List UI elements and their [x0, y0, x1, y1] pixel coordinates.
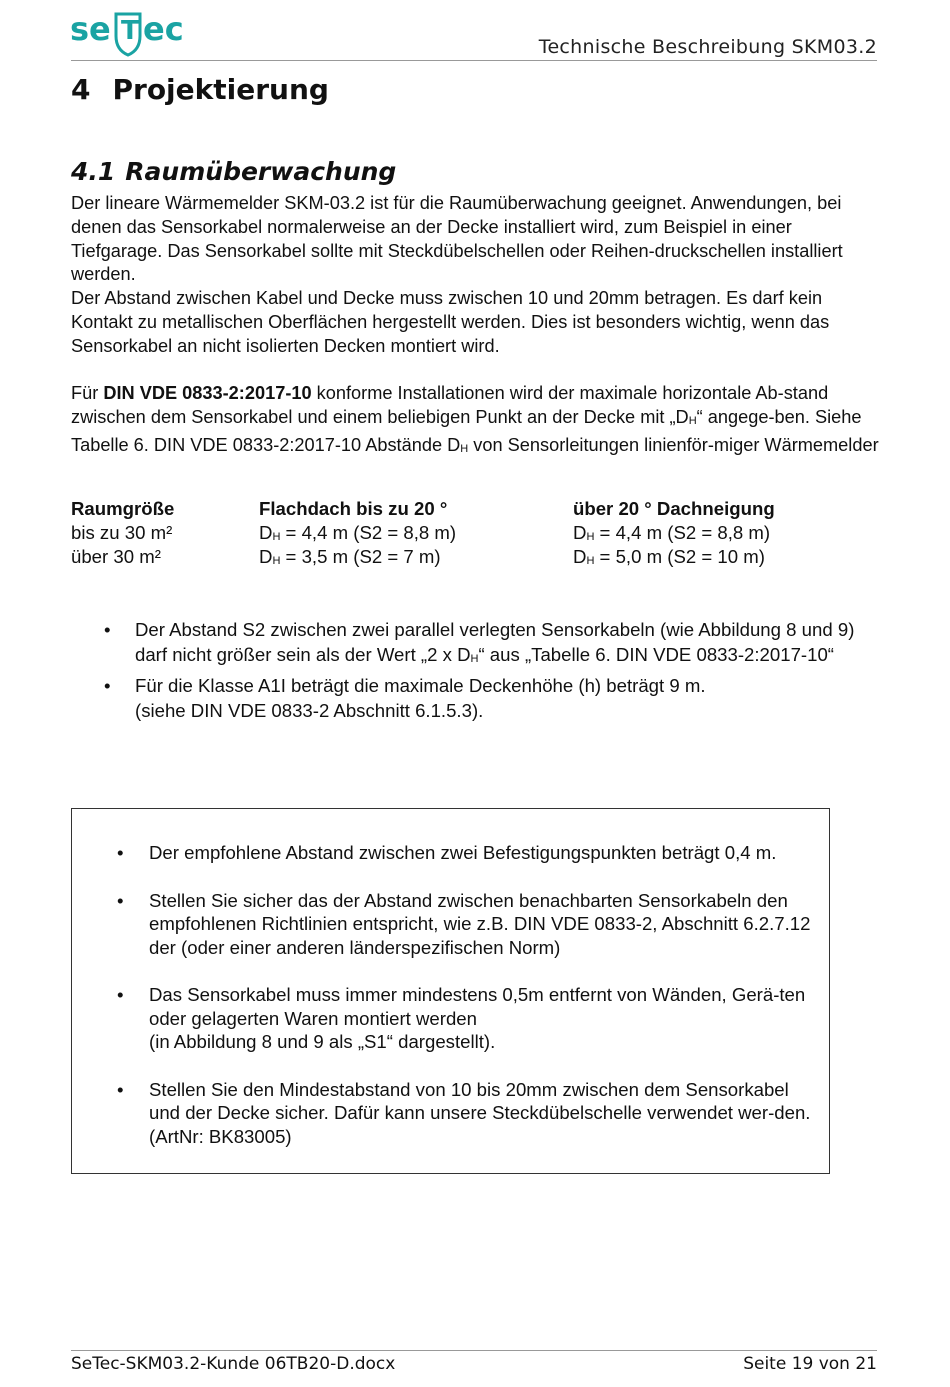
table-cell: bis zu 30 m² — [71, 521, 173, 543]
list-item: • Stellen Sie sicher das der Abstand zwischen benachbarten Sensorkabeln den empfohlenen Richtlinien entspricht, wie z.B. DIN VDE 0833-2, Abschnitt 6.2.7.12 der (oder einer anderen länderspezifischen Norm) — [117, 889, 811, 958]
table-cell: $D_H = 3,5$ m (S2 = 7 m) — [259, 545, 441, 567]
setec-logo — [70, 6, 205, 58]
bullet-icon: • — [104, 675, 111, 696]
table-row — [71, 545, 881, 569]
table-header-row — [71, 497, 881, 521]
paragraph-distance — [71, 287, 881, 358]
para3-sub2: H — [460, 442, 469, 455]
paragraph-distance-text: Der Abstand zwischen Kabel und Decke muss zwischen 10 und 20mm betragen. Es darf kein Kontakt zu metallischen Oberflächen hergestellt werden. Dies ist besonders wichtig, wenn das Sensorkabel an nicht isolierten Decken montiert wird. — [71, 288, 830, 356]
list-item: • Stellen Sie den Mindestabstand von 10 bis 20mm zwischen dem Sensorkabel und der Decke sicher. Dafür kann unsere Steckdübelschelle verwendet wer-den. (ArtNr: BK83005) — [117, 1078, 811, 1147]
heading-2-text: Raumüberwachung — [125, 157, 397, 186]
heading-2-number: 4.1 — [71, 157, 116, 186]
footer-filename: SeTec-SKM03.2-Kunde 06TB20-D.docx — [71, 1354, 396, 1374]
distance-table — [71, 497, 881, 568]
bullet-icon: • — [117, 1078, 124, 1100]
list-item: • Der Abstand S2 zwischen zwei parallel verlegten Sensorkabeln (wie Abbildung 8 und 9) darf nicht größer sein als der Wert „2 x $D_H“$ aus „Tabelle 6. DIN VDE 0833-2:2017-10“ — [104, 619, 855, 665]
footer-page-number: Seite 19 von 21 — [743, 1354, 877, 1374]
header-divider — [71, 60, 877, 61]
bullet-icon: • — [117, 984, 124, 1005]
logo-text-left: se — [70, 10, 111, 48]
paragraph-din — [71, 382, 881, 461]
bullet-list — [71, 617, 881, 724]
logo-text-right: ec — [143, 10, 184, 48]
para3-pre: Für — [71, 383, 104, 403]
paragraph-intro-text: Der lineare Wärmemelder SKM-03.2 ist für die Raumüberwachung geeignet. Anwendungen, bei denen das Sensorkabel normalerweise an der Decke installiert wird, zum Beispiel in einer Tiefgarage. Das Sensorkabel sollte mit Steckdübelschellen oder Reihen-druckschellen installiert werden. — [71, 193, 843, 285]
heading-2 — [71, 157, 396, 186]
para3-post1: “ angege-ben. Siehe Tabelle 6. DIN VDE 0833-2:2017-10 Abstände D — [71, 406, 862, 455]
bullet-icon: • — [117, 842, 124, 863]
header-title: Technische Beschreibung SKM03.2 — [538, 36, 877, 58]
table-header-cell: Flachdach bis zu 20 ° — [259, 498, 448, 519]
note-box — [71, 808, 830, 1174]
list-item: • Das Sensorkabel muss immer mindestens 0,5m entfernt von Wänden, Gerä-ten oder gelagerten Waren montiert werden (in Abbildung 8 und 9 als „S1“ dargestellt). — [117, 984, 806, 1052]
para3-mid: konforme Installationen wird der maximale horizontale Ab-stand zwischen dem Sensorkabel und einem beliebigen Punkt an der Decke mit „D — [71, 383, 829, 427]
heading-1-text: Projektierung — [112, 73, 329, 106]
table-row — [71, 521, 881, 545]
table-cell: über 30 m² — [71, 545, 161, 567]
heading-1-number: 4 — [71, 73, 91, 106]
table-header-cell: Raumgröße — [71, 498, 175, 519]
list-item: • Für die Klasse A1I beträgt die maximale Deckenhöhe (h) beträgt 9 m. (siehe DIN VDE 0833-2 Abschnitt 6.1.5.3). — [104, 675, 706, 721]
table-header-cell: über 20 ° Dachneigung — [573, 498, 775, 519]
para3-sub1: H — [688, 414, 697, 427]
logo-text-mid: T — [121, 16, 139, 46]
bullet-icon: • — [117, 889, 124, 911]
list-item: • Der empfohlene Abstand zwischen zwei Befestigungspunkten beträgt 0,4 m. — [117, 842, 777, 863]
para3-bold: DIN VDE 0833-2:2017-10 — [103, 383, 312, 403]
table-cell: $D_H = 5,0$ m (S2 = 10 m) — [573, 545, 765, 567]
table-cell: $D_H = 4,4$ m (S2 = 8,8 m) — [259, 521, 457, 543]
para3-post2: von Sensorleitungen linienför-miger Wärmemelder — [468, 434, 879, 455]
table-cell: $D_H = 4,4$ m (S2 = 8,8 m) — [573, 521, 771, 543]
paragraph-intro — [71, 192, 881, 287]
heading-1 — [71, 73, 329, 106]
bullet-icon: • — [104, 619, 111, 640]
footer-divider — [71, 1350, 877, 1351]
